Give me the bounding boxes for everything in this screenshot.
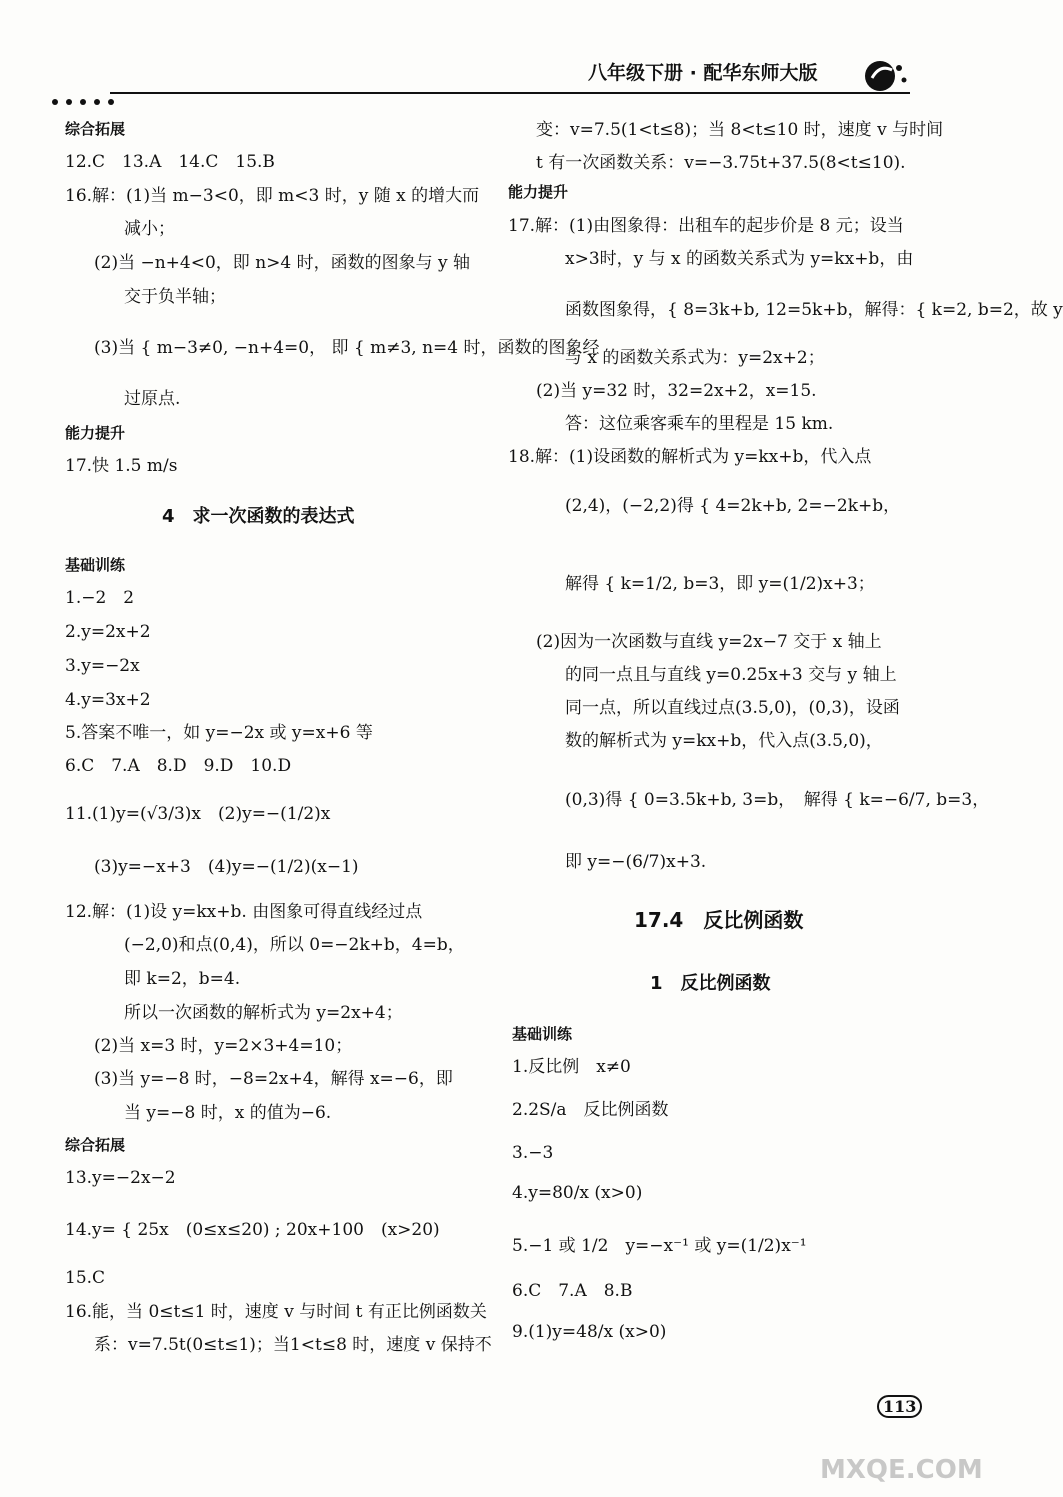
answer-line: 解得 { k=1/2, b=3，即 y=(1/2)x+3；: [565, 574, 875, 594]
answer-line: 与 x 的函数关系式为：y=2x+2；: [565, 348, 825, 368]
page-title: 八年级下册 · 配华东师大版: [588, 62, 818, 84]
logo-icon: [862, 56, 910, 96]
answer-line: 同一点，所以直线过点(3.5,0)，(0,3)，设函: [565, 698, 900, 718]
section-heading: 能力提升: [508, 183, 569, 201]
answer-line: 2.2S/a 反比例函数: [512, 1100, 669, 1120]
answer-line: 13.y=−2x−2: [65, 1168, 176, 1188]
answer-line: 3.y=−2x: [65, 656, 140, 676]
answer-line: (3)y=−x+3 (4)y=−(1/2)(x−1): [94, 857, 359, 877]
answer-line: 1.−2 2: [65, 588, 135, 608]
answer-line: 6.C 7.A 8.B: [512, 1281, 633, 1301]
answer-line: t 有一次函数关系：v=−3.75t+37.5(8<t≤10).: [536, 153, 906, 173]
answer-line: 9.(1)y=48/x (x>0): [512, 1322, 667, 1342]
answer-line: 即 y=−(6/7)x+3.: [565, 852, 707, 872]
page-header: [0, 0, 1000, 110]
answer-line: 即 k=2，b=4.: [124, 969, 241, 989]
answer-line: 5.−1 或 1/2 y=−x⁻¹ 或 y=(1/2)x⁻¹: [512, 1236, 807, 1256]
answer-line: 12.C 13.A 14.C 15.B: [65, 152, 275, 172]
answer-line: 4.y=80/x (x>0): [512, 1183, 643, 1203]
answer-line: 14.y= { 25x (0≤x≤20) ; 20x+100 (x>20): [65, 1220, 440, 1240]
answer-line: (2,4)，(−2,2)得 { 4=2k+b, 2=−2k+b，: [565, 496, 901, 516]
answer-line: 3.−3: [512, 1143, 554, 1163]
answer-line: 6.C 7.A 8.D 9.D 10.D: [65, 756, 292, 776]
answer-line: (0,3)得 { 0=3.5k+b, 3=b， 解得 { k=−6/7, b=3，: [565, 790, 990, 810]
answer-line: 变：v=7.5(1<t≤8)；当 8<t≤10 时，速度 v 与时间: [536, 120, 944, 140]
answer-line: 减小；: [124, 219, 175, 239]
watermark-logo-icon: [820, 1410, 990, 1490]
section-heading: 基础训练: [65, 556, 126, 574]
section-heading: 综合拓展: [65, 1136, 126, 1154]
answer-line: 17.解：(1)由图象得：出租车的起步价是 8 元；设当: [508, 216, 904, 236]
page-number: 113: [877, 1395, 922, 1418]
answer-line: 17.快 1.5 m/s: [65, 456, 178, 476]
answer-line: (2)当 y=32 时，32=2x+2，x=15.: [536, 381, 817, 401]
answer-line: 2.y=2x+2: [65, 622, 151, 642]
section-heading: 4 求一次函数的表达式: [162, 506, 355, 527]
answer-line: (2)因为一次函数与直线 y=2x−7 交于 x 轴上: [536, 632, 882, 652]
answer-line: 所以一次函数的解析式为 y=2x+4；: [124, 1003, 403, 1023]
answer-line: 4.y=3x+2: [65, 690, 151, 710]
answer-line: 交于负半轴；: [124, 287, 226, 307]
answer-line: 的同一点且与直线 y=0.25x+3 交与 y 轴上: [565, 665, 897, 685]
answer-line: 1.反比例 x≠0: [512, 1057, 631, 1077]
answer-line: 数的解析式为 y=kx+b，代入点(3.5,0)，: [565, 731, 883, 751]
answer-line: 16.解：(1)当 m−3<0，即 m<3 时，y 随 x 的增大而: [65, 186, 480, 206]
answer-line: (2)当 x=3 时，y=2×3+4=10；: [94, 1036, 353, 1056]
header-rule: [110, 92, 910, 94]
answer-line: 15.C: [65, 1268, 106, 1288]
answer-line: 12.解：(1)设 y=kx+b. 由图象可得直线经过点: [65, 902, 423, 922]
answer-line: (2)当 −n+4<0，即 n>4 时，函数的图象与 y 轴: [94, 253, 471, 273]
answer-line: 当 y=−8 时，x 的值为−6.: [124, 1103, 332, 1123]
section-heading: 基础训练: [512, 1025, 573, 1043]
answer-line: 过原点.: [124, 389, 181, 409]
section-heading: 17.4 反比例函数: [634, 908, 804, 932]
section-heading: 能力提升: [65, 424, 126, 442]
svg-text:MXQE.COM: MXQE.COM: [820, 1455, 983, 1485]
answer-line: 11.(1)y=(√3/3)x (2)y=−(1/2)x: [65, 804, 331, 824]
answer-line: 5.答案不唯一，如 y=−2x 或 y=x+6 等: [65, 723, 373, 743]
answer-line: 18.解：(1)设函数的解析式为 y=kx+b，代入点: [508, 447, 872, 467]
answer-line: 函数图象得，{ 8=3k+b, 12=5k+b，解得：{ k=2, b=2，故 y: [565, 300, 1063, 320]
answer-line: 16.能，当 0≤t≤1 时，速度 v 与时间 t 有正比例函数关: [65, 1302, 487, 1322]
answer-line: (3)当 y=−8 时，−8=2x+4，解得 x=−6，即: [94, 1069, 453, 1089]
answer-line: x>3时，y 与 x 的函数关系式为 y=kx+b，由: [565, 249, 914, 269]
section-heading: 1 反比例函数: [650, 973, 771, 994]
answer-line: (3)当 { m−3≠0, −n+4=0， 即 { m≠3, n=4 时，函数的图象经: [94, 338, 600, 358]
answer-line: 答：这位乘客乘车的里程是 15 km.: [565, 414, 834, 434]
section-heading: 综合拓展: [65, 120, 126, 138]
answer-line: (−2,0)和点(0,4)，所以 0=−2k+b，4=b，: [124, 935, 465, 955]
answer-line: 系：v=7.5t(0≤t≤1)；当1<t≤8 时，速度 v 保持不: [94, 1335, 492, 1355]
